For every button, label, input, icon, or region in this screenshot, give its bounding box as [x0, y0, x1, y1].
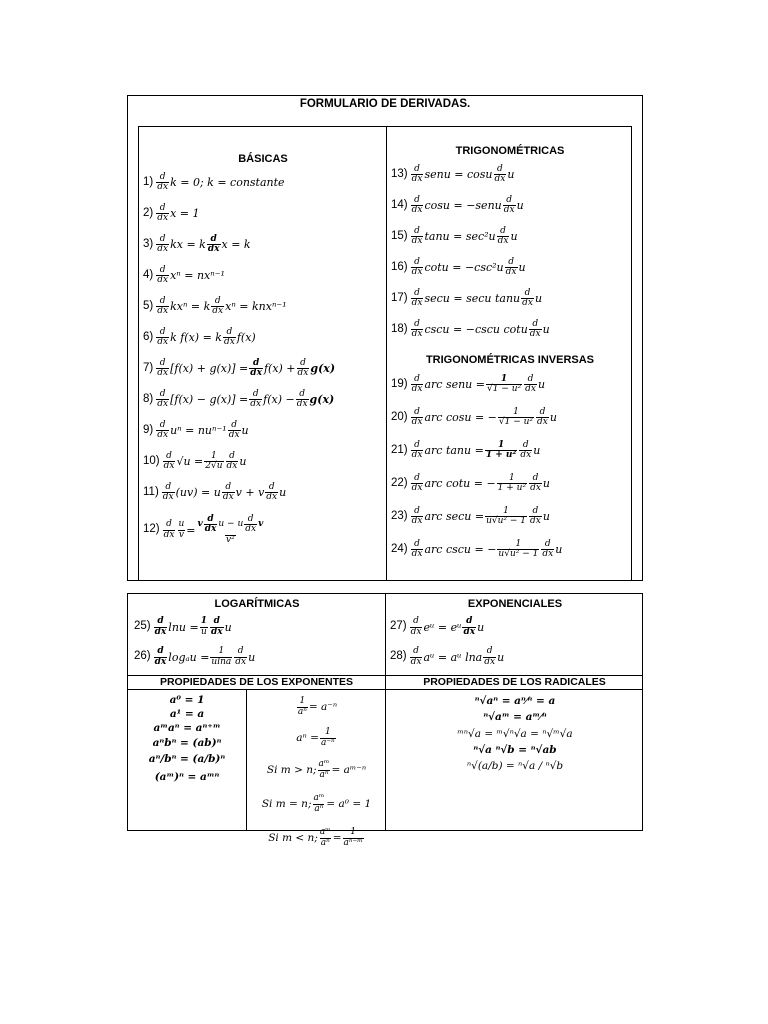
section-heading-basicas: BÁSICAS: [238, 153, 288, 165]
fraction: $\frac{1}{\text{√1 − u²}}$: [498, 406, 534, 427]
formula-28: [390, 642, 640, 672]
formula-number: 6): [143, 330, 154, 343]
formula-19: [391, 368, 629, 401]
formula-number: 15): [391, 229, 408, 242]
derivative-operator: d dx: [411, 194, 423, 215]
formula-11: [143, 477, 383, 508]
property-row: [250, 753, 383, 787]
derivative-operator: d dx: [154, 616, 167, 637]
formula-9: [143, 415, 383, 446]
derivative-operator: d dx: [157, 326, 169, 347]
formula-text: u: [510, 230, 518, 243]
derivative-operator: d dx: [157, 419, 169, 440]
column-divider: [246, 689, 247, 830]
formula-text: aᵘ = aᵘ lna: [423, 650, 483, 664]
formula-25: [134, 612, 380, 642]
derivative-operator: d dx: [266, 481, 278, 502]
section-heading-trig: TRIGONOMÉTRICAS: [455, 145, 565, 157]
derivatives-table: [138, 126, 632, 581]
property-text: Si m < n;: [268, 831, 318, 844]
formula-16: [391, 252, 629, 283]
formula-text: √u =: [176, 455, 204, 468]
formula-text: u: [279, 486, 287, 499]
formula-14: [391, 190, 629, 221]
formula-number: 27): [390, 620, 407, 633]
quotient-rule-fraction: v d dx u − u d dx v v²: [197, 513, 264, 545]
formula-3: [143, 229, 383, 260]
formula-text: u: [542, 477, 551, 490]
fraction: $\frac{\text{aᵐ}}{\text{aⁿ}}$: [318, 759, 330, 780]
formula-text: xⁿ = nxⁿ⁻¹: [170, 269, 225, 282]
derivative-operator: d dx: [410, 646, 422, 667]
derivative-operator: $\frac{d}{dx}$: [296, 388, 308, 409]
formula-number: 12): [143, 523, 160, 536]
section-heading-prop-rad: PROPIEDADES DE LOS RADICALES: [423, 676, 606, 688]
property-line: a¹ = a: [169, 708, 205, 721]
property-line: aⁿbⁿ = (ab)ⁿ: [152, 736, 222, 749]
trig-derivatives-column: [391, 145, 629, 566]
formula-2: [143, 198, 383, 229]
formula-text: u: [533, 444, 541, 457]
formula-4: [143, 260, 383, 291]
formula-number: 21): [391, 443, 408, 456]
derivative-operator: d dx: [505, 256, 517, 277]
formula-26: [134, 642, 380, 672]
property-text: = aᵐ⁻ⁿ: [331, 763, 367, 776]
derivative-operator: d dx: [212, 295, 224, 316]
property-line: (aᵐ)ⁿ = aᵐⁿ: [154, 770, 220, 783]
fraction: $\frac{1}{\text{u√u² − 1}}$: [486, 505, 526, 526]
formula-number: 11): [143, 485, 159, 498]
property-line: aⁿ/bⁿ = (a/b)ⁿ: [148, 752, 226, 765]
derivative-operator: d dx: [411, 472, 423, 493]
property-line: ⁿ√a ⁿ√b = ⁿ√ab: [473, 743, 557, 756]
property-line: aᵐaⁿ = aⁿ⁺ᵐ: [153, 722, 221, 735]
formula-text: eᵘ = eᵘ: [423, 620, 462, 634]
section-heading-trig-inverse: TRIGONOMÉTRICAS INVERSAS: [425, 354, 595, 366]
formula-number: 4): [143, 268, 154, 281]
formula-text: arc cscu = −: [424, 543, 497, 556]
column-divider: [386, 127, 387, 581]
fraction: $\frac{1}{\text{√1 − u²}}$: [486, 373, 522, 394]
formula-1: [143, 167, 383, 198]
derivative-operator: d dx: [411, 538, 423, 559]
formula-text: u: [239, 455, 247, 468]
fraction: $\frac{\text{aᵐ}}{\text{aⁿ}}$: [319, 827, 331, 848]
derivative-operator: d dx: [223, 326, 235, 347]
derivative-operator: d dx: [228, 419, 240, 440]
formula-8: [143, 384, 383, 415]
derivative-operator: d dx: [411, 256, 423, 277]
fraction: $\frac{1}{ulna}$: [211, 646, 232, 667]
formula-24: [391, 533, 629, 566]
formula-number: 10): [143, 454, 160, 467]
formula-text: kx = k: [170, 238, 206, 251]
formula-text: u: [248, 650, 256, 664]
fraction: $\frac{1}{\text{aⁿ⁻ᵐ}}$: [343, 827, 363, 848]
property-row: [250, 821, 383, 855]
derivative-operator: d dx: [411, 318, 423, 339]
derivative-operator: d dx: [411, 439, 423, 460]
derivative-operator: d dx: [222, 481, 234, 502]
formula-text: v + v: [235, 486, 265, 499]
formula-text: cosu = −senu: [424, 199, 502, 212]
formula-number: 22): [391, 476, 408, 489]
derivative-operator: d dx: [157, 233, 169, 254]
formula-text: tanu = sec²u: [424, 230, 496, 243]
formula-23: [391, 500, 629, 533]
derivative-operator: d dx: [494, 163, 506, 184]
formula-text: [f(x) + g(x)] =: [170, 362, 249, 375]
property-line: ⁿ√(a/b) = ⁿ√a / ⁿ√b: [466, 760, 564, 773]
formula-text: kxⁿ = k: [170, 300, 211, 313]
derivative-operator: $\frac{d}{dx}$: [297, 357, 309, 378]
property-text: = a⁻ⁿ: [308, 700, 338, 713]
formula-text: u: [555, 543, 563, 556]
derivative-operator: d dx: [210, 616, 223, 637]
formula-text: u: [537, 378, 546, 391]
derivative-operator: d dx: [497, 225, 509, 246]
section-heading-expo: EXPONENCIALES: [467, 598, 563, 610]
derivative-operator: d dx: [411, 373, 423, 394]
exponent-properties-list: [130, 693, 244, 784]
derivative-operator: d dx: [411, 406, 423, 427]
derivative-operator: d dx: [503, 194, 515, 215]
property-text: aⁿ =: [296, 731, 319, 744]
formula-number: 24): [391, 542, 408, 555]
formula-27: [390, 612, 640, 642]
formula-text: u: [497, 650, 505, 664]
formula-number: 2): [143, 206, 154, 219]
formula-12: [143, 508, 383, 552]
derivative-operator: d dx: [157, 264, 169, 285]
derivative-operator: d dx: [157, 171, 169, 192]
formula-text: arc secu =: [424, 510, 485, 523]
formula-text: f(x) −: [263, 393, 295, 406]
formula-6: [143, 322, 383, 353]
exponent-quotient-properties: [250, 691, 383, 855]
formula-text: uⁿ = nuⁿ⁻¹: [170, 424, 227, 437]
property-text: Si m = n;: [261, 797, 312, 810]
formula-text: lnu =: [168, 620, 199, 634]
formula-number: 8): [143, 392, 154, 405]
formula-number: 18): [391, 322, 408, 335]
derivative-operator: d dx: [520, 439, 532, 460]
formula-text: cscu = −cscu cotu: [424, 323, 528, 336]
column-divider: [385, 594, 386, 830]
formula-number: 28): [390, 650, 407, 663]
section-heading-log: LOGARÍTMICAS: [214, 598, 300, 610]
formula-5: [143, 291, 383, 322]
formula-text: secu = secu tanu: [424, 292, 521, 305]
formula-18: [391, 314, 629, 345]
formula-text: u: [516, 199, 524, 212]
formula-13: [391, 159, 629, 190]
formula-21: [391, 434, 629, 467]
formula-text: k = 0; k = constante: [170, 176, 285, 189]
property-row: [250, 691, 383, 723]
formula-text: arc tanu =: [424, 444, 484, 457]
exp-derivatives-cell: [390, 598, 640, 672]
property-text: = a⁰ = 1: [326, 797, 372, 810]
formula-text: =: [186, 523, 196, 537]
formula-sheet-top: [127, 95, 643, 581]
formula-number: 20): [391, 410, 408, 423]
formula-text: (uv) = u: [175, 486, 221, 499]
formula-text: [f(x) − g(x)] =: [170, 393, 249, 406]
fraction: $\frac{1}{\text{aⁿ}}$: [297, 696, 307, 717]
derivative-operator: d dx: [522, 287, 533, 308]
derivative-operator: d dx: [411, 505, 423, 526]
formula-text: x = 1: [170, 207, 200, 220]
formula-sheet-bottom: [127, 593, 643, 848]
formula-text: xⁿ = knxⁿ⁻¹: [225, 300, 287, 313]
formula-text: u: [477, 620, 485, 634]
formula-number: 1): [143, 175, 154, 188]
formula-text: u: [507, 168, 515, 181]
formula-text: f(x): [236, 331, 256, 344]
fraction: $\frac{1}{\text{1 + u²}}$: [497, 472, 527, 493]
formula-number: 23): [391, 509, 408, 522]
property-row: [250, 787, 383, 821]
formula-number: 7): [143, 361, 154, 374]
formula-number: 14): [391, 198, 408, 211]
formula-text: cotu = −csc²u: [424, 261, 504, 274]
derivative-operator: d dx: [463, 616, 476, 637]
formula-text: u: [224, 620, 232, 634]
fraction: $\frac{1}{\text{1 + u²}}$: [485, 439, 517, 460]
radical-properties-list: [390, 693, 640, 774]
property-line: a⁰ = 1: [169, 694, 205, 706]
formula-10: [143, 446, 383, 477]
fraction: $\frac{1}{\text{u√u² − 1}}$: [498, 538, 539, 559]
fraction: $\frac{1}{\text{a⁻ⁿ}}$: [320, 727, 335, 748]
section-heading-prop-exp: PROPIEDADES DE LOS EXPONENTES: [159, 676, 354, 688]
formula-20: [391, 401, 629, 434]
derivative-operator: d dx: [235, 646, 247, 667]
derivative-operator: d dx: [529, 318, 541, 339]
formula-number: 9): [143, 423, 154, 436]
derivative-operator: d dx: [162, 481, 174, 502]
formula-text: f(x) +: [263, 362, 296, 375]
derivative-operator: d dx: [411, 163, 423, 184]
property-line: ⁿ√aⁿ = aⁿ⁄ⁿ = a: [474, 695, 556, 707]
formula-text: k f(x) = k: [170, 331, 222, 344]
derivative-operator: d dx: [537, 406, 548, 427]
formula-number: 5): [143, 299, 154, 312]
derivative-operator: d dx: [525, 373, 536, 394]
fraction: $\frac{1}{2√u}$: [205, 450, 223, 471]
formula-7: [143, 353, 383, 384]
fraction: $\frac{1}{u}$: [200, 616, 207, 637]
basic-derivatives-column: [143, 153, 383, 552]
formula-text: x = k: [221, 238, 251, 251]
derivative-operator: d dx: [530, 505, 541, 526]
formula-number: 19): [391, 377, 408, 390]
derivative-operator: d dx: [157, 357, 169, 378]
derivative-operator: d dx: [542, 538, 554, 559]
row-divider: [128, 689, 642, 690]
formula-text: u: [534, 292, 543, 305]
derivative-operator: d dx: [157, 388, 169, 409]
formula-text: u: [542, 510, 550, 523]
derivative-operator: d dx: [163, 519, 175, 540]
fraction: $\frac{\text{aᵐ}}{\text{aⁿ}}$: [313, 793, 325, 814]
formula-number: 17): [391, 291, 408, 304]
formula-22: [391, 467, 629, 500]
formula-number: 13): [391, 167, 408, 180]
formula-number: 16): [391, 260, 408, 273]
derivative-operator: $\frac{d}{dx}$: [250, 388, 262, 409]
derivative-operator: d dx: [157, 295, 169, 316]
derivative-operator: d dx: [163, 450, 175, 471]
property-line: ᵐⁿ√a = ᵐ√ⁿ√a = ⁿ√ᵐ√a: [457, 727, 573, 740]
derivative-operator: d dx: [226, 450, 238, 471]
derivative-operator: d dx: [411, 287, 423, 308]
derivative-operator: d dx: [411, 225, 423, 246]
derivative-operator: d dx: [154, 646, 167, 667]
property-line: ⁿ√aᵐ = aᵐ⁄ⁿ: [483, 711, 547, 724]
formula-text: u: [241, 424, 249, 437]
formula-text: senu = cosu: [424, 168, 493, 181]
log-derivatives-cell: [134, 598, 380, 672]
derivative-operator: d dx: [157, 202, 169, 223]
derivative-operator: d dx: [530, 472, 541, 493]
formula-17: [391, 283, 629, 314]
derivative-operator: d dx: [410, 616, 422, 637]
derivative-operator: d dx: [207, 233, 220, 254]
formula-text: logₐu =: [168, 650, 210, 664]
formula-text: arc senu =: [424, 378, 485, 391]
property-row: [250, 723, 383, 753]
formula-number: 25): [134, 620, 151, 633]
formula-text: g(x): [309, 393, 335, 406]
formula-text: arc cosu = −: [424, 411, 497, 424]
property-text: =: [332, 831, 342, 844]
derivative-operator: $\frac{d}{dx}$: [250, 357, 262, 378]
property-text: Si m > n;: [266, 763, 317, 776]
formula-text: g(x): [310, 362, 336, 375]
formula-number: 3): [143, 237, 154, 250]
formula-text: u: [549, 411, 557, 424]
formula-number: 26): [134, 650, 151, 663]
formula-text: arc cotu = −: [424, 477, 496, 490]
formula-text: u: [518, 261, 526, 274]
formula-text: u: [542, 323, 550, 336]
page-title: FORMULARIO DE DERIVADAS.: [299, 98, 471, 110]
fraction: $\frac{u}{v}$: [178, 519, 185, 540]
formula-15: [391, 221, 629, 252]
derivative-operator: d dx: [484, 646, 496, 667]
